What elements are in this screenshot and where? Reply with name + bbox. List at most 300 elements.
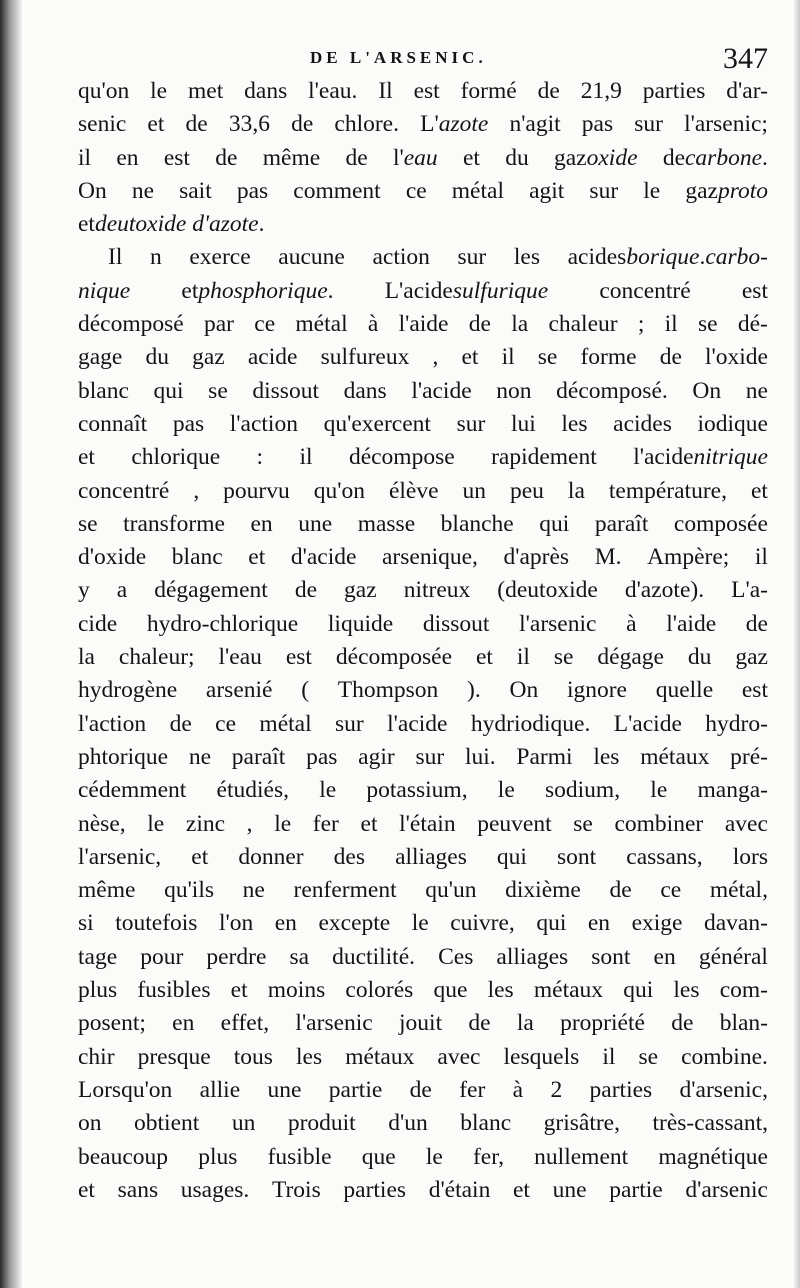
- word: et: [750, 477, 768, 504]
- word: gaz: [344, 577, 377, 604]
- word: iodique: [697, 410, 768, 437]
- word: qu'un: [425, 877, 477, 904]
- text-line: [78, 208, 768, 241]
- word: concentré: [599, 277, 691, 304]
- word: sur: [415, 743, 445, 770]
- word: perdre: [206, 943, 267, 970]
- text-line: [78, 941, 768, 974]
- word: forme: [580, 344, 637, 371]
- word: allie: [199, 1076, 241, 1103]
- word: et: [147, 111, 165, 138]
- word: l'action: [229, 410, 298, 437]
- word: blanc: [171, 544, 223, 571]
- word: fer: [312, 810, 339, 837]
- word: par: [203, 311, 234, 338]
- word: pré-: [730, 743, 768, 770]
- text-line: [78, 608, 768, 641]
- word: en: [116, 144, 139, 171]
- word: hydrogène: [78, 677, 178, 704]
- word: composée: [673, 510, 768, 537]
- text-line: [78, 841, 768, 874]
- word: potassium,: [366, 777, 468, 804]
- word: en: [172, 1010, 195, 1037]
- word: arsenié: [205, 677, 273, 704]
- word: l'étain: [399, 810, 456, 837]
- word: se: [697, 311, 718, 338]
- word: hydro-chlorique: [146, 610, 299, 637]
- word: les: [487, 977, 514, 1004]
- word: ductilité.: [332, 943, 416, 970]
- text-line: [78, 874, 768, 907]
- word: le: [411, 910, 429, 937]
- word: non: [496, 377, 532, 404]
- word: de: [345, 144, 368, 171]
- word: l'on: [218, 910, 254, 937]
- word: rapidement: [491, 444, 597, 471]
- word: l'acide: [411, 377, 472, 404]
- word: sur: [335, 710, 364, 737]
- word: les: [593, 743, 620, 770]
- text-line: [78, 508, 768, 541]
- word: colorés: [345, 977, 414, 1004]
- word: un: [231, 1110, 256, 1137]
- word: de: [468, 1010, 491, 1037]
- word: de: [609, 877, 632, 904]
- word: fer,: [472, 1143, 504, 1170]
- word: même: [78, 877, 136, 904]
- word: dans: [343, 377, 387, 404]
- word: pas: [581, 111, 614, 138]
- word: de: [745, 610, 768, 637]
- word: d'acide: [290, 544, 357, 571]
- text-line: [78, 541, 768, 574]
- word: ).: [467, 677, 481, 704]
- word: décompose: [348, 444, 455, 471]
- word: On: [78, 177, 107, 204]
- word: la: [516, 1010, 534, 1037]
- word: cédemment: [78, 777, 187, 804]
- word: sa: [289, 943, 310, 970]
- word: excepte: [318, 910, 391, 937]
- word: le: [274, 810, 292, 837]
- text-line: [78, 974, 768, 1007]
- word: gaz: [192, 344, 225, 371]
- word: sur: [457, 244, 487, 271]
- word: fusible: [267, 1143, 332, 1170]
- word: paraît: [231, 743, 286, 770]
- word: en: [587, 910, 611, 937]
- word: et: [360, 810, 378, 837]
- word: lui.: [464, 743, 496, 770]
- word: ,: [193, 477, 200, 504]
- word: il: [299, 444, 313, 471]
- word: de: [291, 111, 314, 138]
- word: dissout: [252, 377, 319, 404]
- text-line: [78, 1074, 768, 1107]
- word: métal,: [709, 877, 768, 904]
- word: l'arsenic;: [684, 111, 768, 138]
- word: les: [513, 244, 540, 271]
- word: sulfureux: [320, 344, 410, 371]
- word: métaux: [533, 977, 604, 1004]
- word: gazproto: [685, 177, 768, 204]
- word: l'arsenic: [295, 1010, 373, 1037]
- word: il: [602, 1043, 616, 1070]
- word: sodium,: [544, 777, 621, 804]
- text-line: [78, 75, 768, 108]
- word: On: [509, 677, 539, 704]
- word: donner: [238, 843, 304, 870]
- word: le: [147, 810, 165, 837]
- word: beaucoup: [78, 1143, 169, 1170]
- text-line: [78, 241, 768, 274]
- word: de: [671, 1010, 694, 1037]
- word: le: [425, 1143, 443, 1170]
- text-line: [78, 441, 768, 474]
- word: grisâtre,: [543, 1110, 620, 1137]
- text-line: [78, 341, 768, 374]
- word: à: [512, 1076, 524, 1103]
- word: dé-: [737, 311, 768, 338]
- word: qui: [623, 977, 654, 1004]
- word: de: [659, 344, 682, 371]
- word: peu: [510, 477, 544, 504]
- word: parties: [642, 78, 706, 104]
- word: gage: [78, 344, 123, 371]
- word: une: [298, 510, 333, 537]
- word: un: [462, 477, 487, 504]
- word: une: [552, 1176, 587, 1203]
- word: d'arsenic: [685, 1176, 768, 1203]
- word: y: [78, 577, 90, 604]
- word: aucune: [278, 244, 345, 271]
- word: étudiés,: [216, 777, 289, 804]
- word: ,: [246, 810, 253, 837]
- word: des: [333, 843, 365, 870]
- word: il: [78, 144, 92, 171]
- word: 2: [550, 1076, 563, 1103]
- word: l'aide: [398, 311, 449, 338]
- word: se: [573, 810, 593, 837]
- word: formé: [460, 78, 517, 104]
- word: alliages: [395, 843, 467, 870]
- word: liquide: [327, 610, 394, 637]
- word: le: [643, 177, 661, 204]
- word: métaux: [345, 1043, 415, 1070]
- word: on: [78, 1110, 102, 1137]
- text-line: [78, 641, 768, 674]
- word: le: [497, 777, 515, 804]
- word: dissout: [422, 610, 490, 637]
- word: d'oxide: [78, 544, 147, 571]
- word: obtient: [134, 1110, 200, 1137]
- word: parties: [343, 1176, 407, 1203]
- word: cide: [78, 610, 118, 637]
- word: Ampère;: [647, 544, 730, 571]
- text-line: [78, 142, 768, 175]
- word: exerce: [189, 244, 251, 271]
- word: sur: [456, 410, 486, 437]
- word: lui: [510, 410, 536, 437]
- body-text: [78, 75, 768, 1207]
- word: qui: [496, 843, 527, 870]
- text-line: [78, 907, 768, 940]
- word: d'un: [388, 1110, 428, 1137]
- word: ce: [254, 311, 276, 338]
- word: les: [296, 1043, 323, 1070]
- word: cuivre,: [450, 910, 515, 937]
- page-number: 347: [723, 42, 768, 75]
- word: partie: [328, 1076, 383, 1103]
- word: l'acidenitrique: [633, 444, 768, 471]
- word: fer: [459, 1076, 486, 1103]
- word: est: [741, 677, 768, 704]
- word: métal: [451, 177, 504, 204]
- word: est: [163, 144, 190, 171]
- word: d'azote.: [192, 211, 265, 238]
- word: de: [409, 1076, 432, 1103]
- text-line: [78, 275, 768, 308]
- word: blanche: [440, 510, 514, 537]
- word: sans: [117, 1176, 159, 1203]
- word: et: [462, 144, 480, 171]
- text-line: [78, 808, 768, 841]
- word: l'acide: [387, 710, 448, 737]
- word: chaleur: [548, 311, 618, 338]
- word: manga-: [697, 777, 768, 804]
- word: tage: [78, 943, 118, 970]
- word: les: [673, 977, 700, 1004]
- word: d'arsenic,: [679, 1076, 768, 1103]
- word: et: [230, 977, 248, 1004]
- word: ce: [215, 710, 237, 737]
- word: d'étain: [428, 1176, 491, 1203]
- word: blan-: [719, 1010, 768, 1037]
- word: moins: [267, 977, 326, 1004]
- text-line: [78, 1007, 768, 1040]
- word: ;: [637, 311, 645, 338]
- word: Ces: [438, 943, 474, 970]
- word: decarbone.: [662, 144, 768, 171]
- word: l'eau: [218, 644, 262, 671]
- word: est: [413, 78, 440, 104]
- word: ce: [405, 177, 427, 204]
- word: peuvent: [477, 810, 552, 837]
- word: propriété: [560, 1010, 645, 1037]
- word: alliages: [496, 943, 569, 970]
- word: On: [692, 377, 722, 404]
- word: l'action: [78, 710, 147, 737]
- word: de: [215, 144, 238, 171]
- word: etdeutoxide: [78, 211, 187, 238]
- word: de: [185, 111, 208, 138]
- text-line: [78, 1041, 768, 1074]
- word: élève: [388, 477, 439, 504]
- word: partie: [609, 1176, 663, 1203]
- word: il: [664, 311, 678, 338]
- word: hydro-: [705, 710, 768, 737]
- word: plus: [198, 1143, 238, 1170]
- word: d'après: [503, 544, 570, 571]
- word: est: [741, 277, 768, 304]
- word: la: [78, 644, 95, 671]
- word: décomposé: [78, 311, 184, 338]
- word: 21,9: [580, 78, 622, 104]
- word: il: [501, 344, 515, 371]
- word: L'azote: [420, 111, 489, 138]
- word: sait: [179, 177, 212, 204]
- word: du: [505, 144, 529, 171]
- word: gazoxide: [554, 144, 638, 171]
- word: fusibles: [137, 977, 211, 1004]
- word: dans: [244, 78, 288, 104]
- word: du: [687, 644, 712, 671]
- text-line: [78, 308, 768, 341]
- word: Thompson: [337, 677, 439, 704]
- word: qui: [536, 910, 567, 937]
- word: même: [262, 144, 321, 171]
- word: ne: [745, 377, 768, 404]
- word: nique: [78, 277, 131, 304]
- word: chir: [78, 1043, 115, 1070]
- word: général: [698, 943, 768, 970]
- word: de: [169, 710, 192, 737]
- word: Trois: [271, 1176, 321, 1203]
- text-line: [78, 1107, 768, 1140]
- word: cassans,: [626, 843, 703, 870]
- word: exige: [631, 910, 683, 937]
- word: chaleur;: [118, 644, 195, 671]
- word: décomposé.: [556, 377, 668, 404]
- word: action: [372, 244, 430, 271]
- word: l'oxide: [705, 344, 768, 371]
- word: est: [285, 644, 312, 671]
- word: presque: [137, 1043, 211, 1070]
- word: chlorique: [131, 444, 221, 471]
- word: et: [78, 444, 95, 471]
- word: il: [754, 544, 768, 571]
- word: en: [274, 910, 297, 937]
- text-line: [78, 674, 768, 707]
- word: acidesborique.carbo-: [567, 244, 768, 271]
- word: l'aide: [666, 610, 717, 637]
- word: métaux: [640, 743, 710, 770]
- word: zinc: [185, 810, 226, 837]
- word: d'azote).: [624, 577, 705, 604]
- word: la: [567, 477, 585, 504]
- word: de: [294, 577, 317, 604]
- word: l'eau: [392, 144, 438, 171]
- word: usages.: [180, 1176, 250, 1203]
- word: comment: [293, 177, 381, 204]
- text-line: [78, 375, 768, 408]
- word: une: [267, 1076, 302, 1103]
- word: n'agit: [509, 111, 561, 138]
- word: connaît: [78, 410, 148, 437]
- word: il: [516, 644, 530, 671]
- word: de: [468, 311, 491, 338]
- word: L'acidesulfurique: [384, 277, 549, 304]
- text-line: [78, 475, 768, 508]
- word: et: [78, 1176, 95, 1203]
- word: sur: [589, 177, 619, 204]
- word: qu'exercent: [323, 410, 431, 437]
- word: 33,6: [228, 111, 270, 138]
- word: (deutoxide: [497, 577, 598, 604]
- word: transforme: [123, 510, 225, 537]
- word: que: [361, 1143, 396, 1170]
- text-line: [78, 741, 768, 774]
- word: et: [513, 1176, 530, 1203]
- word: jouit: [399, 1010, 443, 1037]
- word: Parmi: [516, 743, 573, 770]
- word: et: [461, 344, 479, 371]
- word: se: [553, 644, 574, 671]
- text-line: [78, 175, 768, 208]
- word: renferment: [293, 877, 397, 904]
- word: tous: [233, 1043, 273, 1070]
- word: :: [256, 444, 264, 471]
- word: met: [188, 78, 224, 104]
- word: sont: [591, 943, 631, 970]
- word: gaz: [735, 644, 768, 671]
- word: très-cassant,: [652, 1110, 768, 1137]
- word: n: [149, 244, 162, 271]
- word: hydriodique.: [470, 710, 591, 737]
- word: Il: [108, 244, 123, 271]
- word: d'ar-: [726, 78, 768, 104]
- word: Il: [378, 78, 393, 104]
- word: qui: [539, 510, 570, 537]
- word: l'arsenic: [519, 610, 597, 637]
- word: l'eau.: [308, 78, 358, 104]
- word: L'a-: [731, 577, 768, 604]
- text-line: [78, 774, 768, 807]
- word: se: [208, 377, 228, 404]
- word: métal: [259, 710, 312, 737]
- word: ignore: [566, 677, 627, 704]
- word: les: [561, 410, 588, 437]
- word: posent;: [78, 1010, 146, 1037]
- word: se: [638, 1043, 659, 1070]
- word: nèse,: [78, 810, 126, 837]
- word: Lorsqu'on: [78, 1076, 173, 1103]
- text-line: [78, 408, 768, 441]
- word: qu'on: [313, 477, 365, 504]
- word: et: [475, 644, 493, 671]
- word: et: [191, 843, 209, 870]
- text-line: [78, 1174, 768, 1207]
- word: etphosphorique.: [181, 277, 334, 304]
- word: masse: [357, 510, 416, 537]
- word: paraît: [594, 510, 649, 537]
- word: M.: [594, 544, 622, 571]
- word: dégagement: [154, 577, 268, 604]
- word: blanc: [78, 377, 129, 404]
- word: avec: [437, 1043, 481, 1070]
- page-edge: [794, 0, 800, 1288]
- word: lesquels: [503, 1043, 580, 1070]
- text-line: [78, 574, 768, 607]
- word: le: [650, 777, 668, 804]
- text-line: [78, 708, 768, 741]
- word: plus: [78, 977, 118, 1004]
- word: pas: [306, 743, 338, 770]
- word: (: [301, 677, 310, 704]
- word: sont: [557, 843, 597, 870]
- word: nullement: [534, 1143, 629, 1170]
- word: effet,: [220, 1010, 270, 1037]
